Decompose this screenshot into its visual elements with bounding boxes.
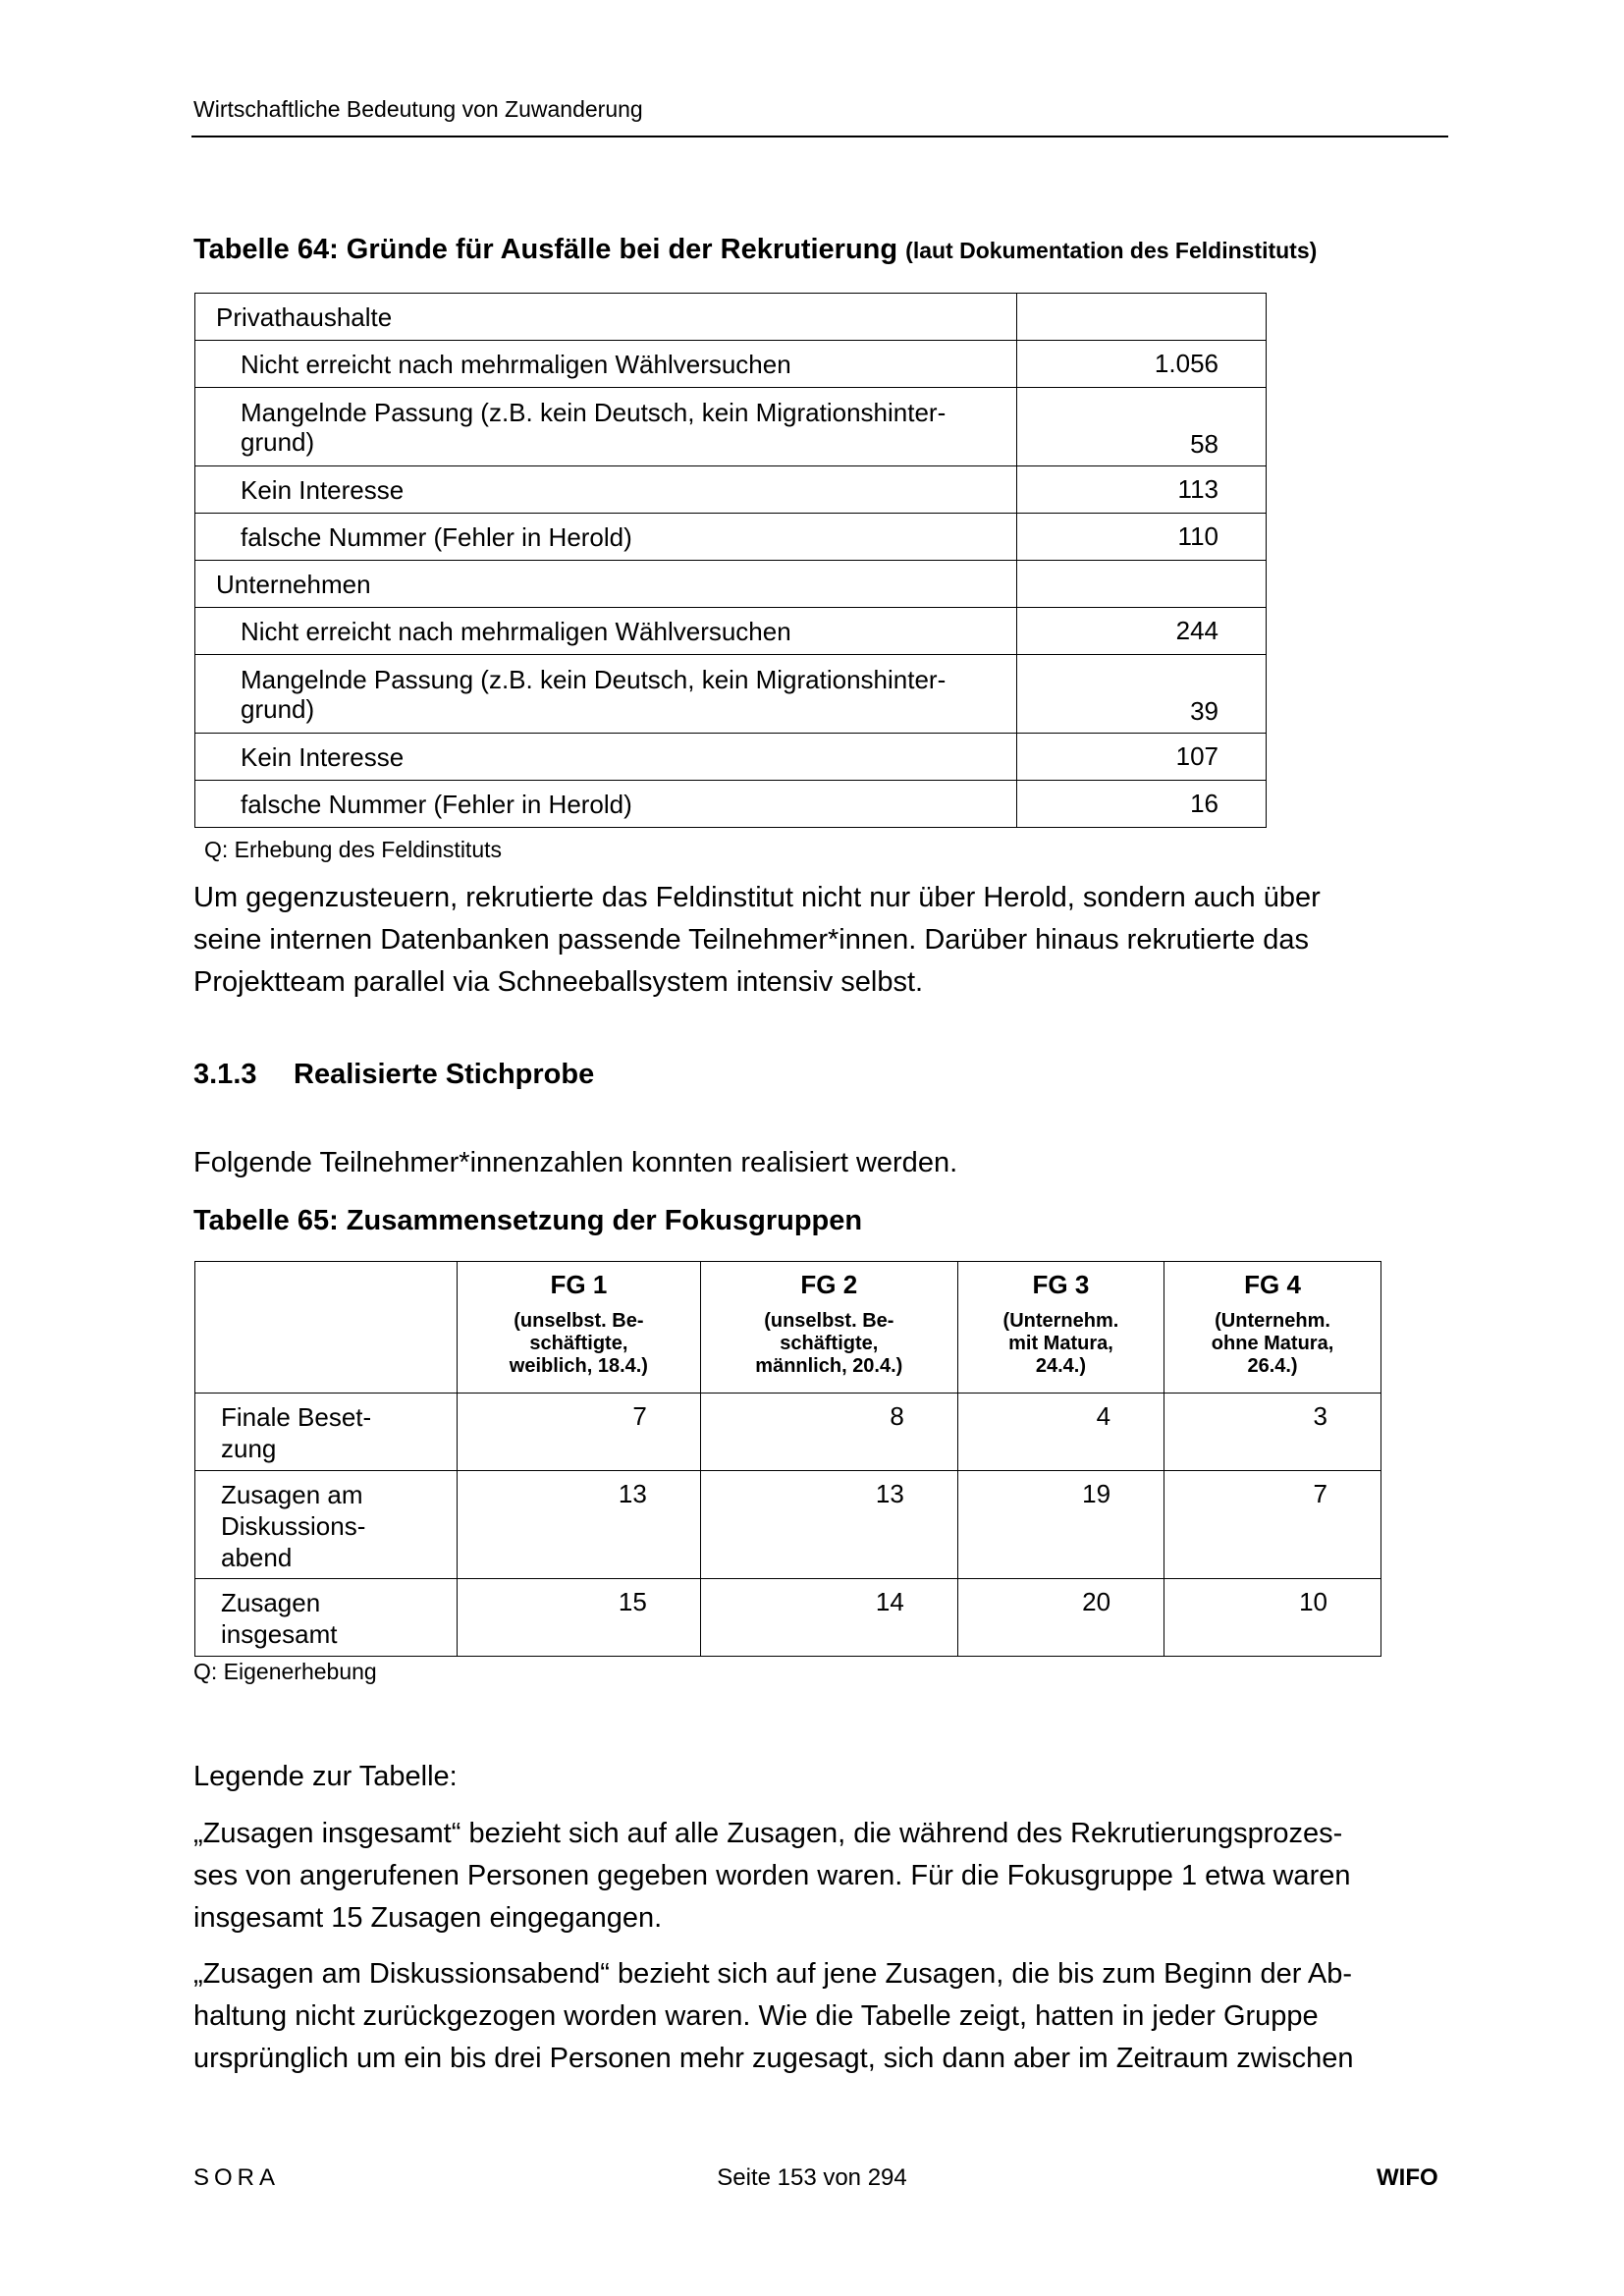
table64-cell-label: Nicht erreicht nach mehrmaligen Wählversuchen (195, 341, 1017, 388)
table65-cell: 14 (700, 1579, 957, 1657)
row-label-line: Diskussions- (221, 1511, 366, 1541)
table64-cell-label: Kein Interesse (195, 734, 1017, 781)
table64-caption-title: Tabelle 64: Gründe für Ausfälle bei der Rekrutierung (193, 234, 898, 265)
table64-cell-value: 58 (1017, 388, 1267, 466)
table65-header-row (195, 1262, 1381, 1394)
table65-cell: 20 (957, 1579, 1164, 1657)
table64 (194, 293, 1267, 828)
table65-cell: 3 (1164, 1394, 1381, 1471)
table65-row-label (195, 1471, 458, 1579)
col-desc-line: 24.4.) (1035, 1355, 1087, 1377)
table-row (195, 781, 1267, 828)
table-row (195, 734, 1267, 781)
table65-cell: 7 (1164, 1471, 1381, 1579)
table64-label-line: grund) (241, 693, 315, 724)
table-row (195, 1579, 1381, 1657)
paragraph-line: ursprünglich um ein bis drei Personen mehr zugesagt, sich dann aber im Zeitraum zwischen (193, 2043, 1354, 2074)
header-rule (191, 136, 1448, 137)
paragraph-line: „Zusagen insgesamt“ bezieht sich auf alle Zusagen, die während des Rekrutierungsprozes- (193, 1818, 1343, 1849)
legend-paragraph-1 (193, 1813, 1440, 1940)
table64-cell-label (195, 388, 1017, 466)
paragraph-recruitment (193, 877, 1440, 1004)
table65-cell: 4 (957, 1394, 1164, 1471)
table64-cell-label: falsche Nummer (Fehler in Herold) (195, 514, 1017, 561)
table65-corner-cell (195, 1262, 458, 1394)
col-desc-line: schäftigte, (780, 1333, 879, 1354)
legend-title: Legende zur Tabelle: (193, 1761, 458, 1792)
table64-cell-value: 110 (1017, 514, 1267, 561)
table64-caption (193, 234, 1317, 266)
table65-cell: 15 (458, 1579, 701, 1657)
paragraph-line: ses von angerufenen Personen gegeben worden waren. Für die Fokusgruppe 1 etwa waren (193, 1860, 1351, 1891)
paragraph-line: insgesamt 15 Zusagen eingegangen. (193, 1902, 663, 1934)
col-desc-line: schäftigte, (529, 1333, 628, 1354)
table64-label-line: Mangelnde Passung (z.B. kein Deutsch, kein Migrationshinter- (241, 397, 947, 427)
row-label-line: abend (221, 1543, 293, 1572)
table64-cell-value: 1.056 (1017, 341, 1267, 388)
table-row (195, 466, 1267, 514)
table-row (195, 1394, 1381, 1471)
footer-sora-logo: SORA (193, 2164, 281, 2191)
paragraph-line: Projektteam parallel via Schneeballsystem intensiv selbst. (193, 966, 924, 998)
table65-cell: 8 (700, 1394, 957, 1471)
table65-cell: 10 (1164, 1579, 1381, 1657)
table65-row-label (195, 1579, 458, 1657)
table64-label-line: grund) (241, 426, 315, 457)
legend-paragraph-2 (193, 1953, 1440, 2080)
table-row (195, 294, 1267, 341)
paragraph-line: haltung nicht zurückgezogen worden waren. Wie die Tabelle zeigt, hatten in jeder Gruppe (193, 2000, 1319, 2032)
col-title: FG 1 (550, 1270, 608, 1299)
table64-cell-label: Privathaushalte (195, 294, 1017, 341)
table65-col-header (1164, 1262, 1381, 1394)
table64-cell-value: 16 (1017, 781, 1267, 828)
row-label-line: Zusagen am (221, 1480, 363, 1509)
table64-cell-label: Unternehmen (195, 561, 1017, 608)
col-desc-line: 26.4.) (1247, 1355, 1298, 1377)
table65-row-label (195, 1394, 458, 1471)
col-desc-line: mit Matura, (1008, 1333, 1113, 1354)
table64-cell-label: Nicht erreicht nach mehrmaligen Wählversuchen (195, 608, 1017, 655)
paragraph-intro: Folgende Teilnehmer*innenzahlen konnten realisiert werden. (193, 1147, 958, 1178)
table-row (195, 561, 1267, 608)
col-title: FG 2 (800, 1270, 858, 1299)
paragraph-line: „Zusagen am Diskussionsabend“ bezieht sich auf jene Zusagen, die bis zum Beginn der Ab- (193, 1958, 1352, 1990)
table65-cell: 19 (957, 1471, 1164, 1579)
row-label-line: Zusagen (221, 1588, 321, 1617)
section-title: Realisierte Stichprobe (294, 1059, 595, 1090)
paragraph-line: seine internen Datenbanken passende Teilnehmer*innen. Darüber hinaus rekrutierte das (193, 924, 1310, 956)
section-heading (193, 1059, 594, 1091)
col-desc-line: (Unternehm. (1215, 1310, 1330, 1332)
table64-cell-value (1017, 294, 1267, 341)
table65-cell: 13 (458, 1471, 701, 1579)
table64-cell-value: 107 (1017, 734, 1267, 781)
table65-col-header (700, 1262, 957, 1394)
table-row (195, 655, 1267, 734)
table65-cell: 13 (700, 1471, 957, 1579)
col-desc-line: (Unternehm. (1002, 1310, 1119, 1332)
table64-cell-label (195, 655, 1017, 734)
col-title: FG 4 (1244, 1270, 1301, 1299)
table-row (195, 1471, 1381, 1579)
col-title: FG 3 (1032, 1270, 1090, 1299)
table-row (195, 341, 1267, 388)
running-header: Wirtschaftliche Bedeutung von Zuwanderung (193, 96, 643, 122)
footer-wifo-logo: WIFO (1377, 2164, 1438, 2191)
row-label-line: insgesamt (221, 1619, 338, 1649)
table65 (194, 1261, 1381, 1657)
table64-caption-sub: (laut Dokumentation des Feldinstituts) (905, 238, 1318, 263)
table65-col-header (458, 1262, 701, 1394)
section-number: 3.1.3 (193, 1059, 257, 1090)
table65-col-header (957, 1262, 1164, 1394)
table64-cell-value: 244 (1017, 608, 1267, 655)
col-desc-line: ohne Matura, (1211, 1333, 1334, 1354)
col-desc-line: männlich, 20.4.) (755, 1355, 903, 1377)
footer-page-number: Seite 153 von 294 (717, 2164, 907, 2191)
table64-source: Q: Erhebung des Feldinstituts (204, 837, 502, 862)
paragraph-line: Um gegenzusteuern, rekrutierte das Feldinstitut nicht nur über Herold, sondern auch über (193, 882, 1321, 913)
table64-label-line: Mangelnde Passung (z.B. kein Deutsch, kein Migrationshinter- (241, 664, 947, 694)
col-desc-line: weiblich, 18.4.) (509, 1355, 648, 1377)
table64-cell-label: falsche Nummer (Fehler in Herold) (195, 781, 1017, 828)
table64-cell-value: 39 (1017, 655, 1267, 734)
col-desc-line: (unselbst. Be- (514, 1310, 644, 1332)
table-row (195, 514, 1267, 561)
table64-cell-value (1017, 561, 1267, 608)
col-desc-line: (unselbst. Be- (764, 1310, 894, 1332)
row-label-line: zung (221, 1434, 277, 1463)
table-row (195, 608, 1267, 655)
table64-cell-label: Kein Interesse (195, 466, 1017, 514)
row-label-line: Finale Beset- (221, 1402, 372, 1432)
table65-caption: Tabelle 65: Zusammensetzung der Fokusgruppen (193, 1205, 863, 1236)
table65-source: Q: Eigenerhebung (193, 1659, 377, 1684)
table-row (195, 388, 1267, 466)
table64-cell-value: 113 (1017, 466, 1267, 514)
table65-cell: 7 (458, 1394, 701, 1471)
